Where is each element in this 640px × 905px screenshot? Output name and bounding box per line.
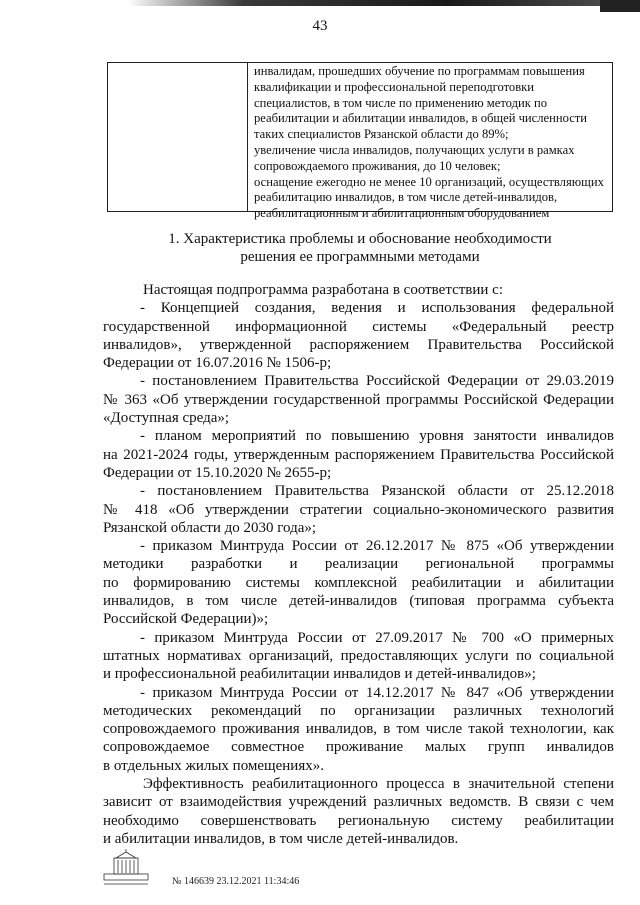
- section-heading-line: решения ее программными методами: [240, 249, 480, 265]
- paragraph-line: инвалидов», утвержденной распоряжением Правительства Российской: [103, 336, 614, 353]
- paragraph-line: Российской Федерации)»;: [103, 611, 269, 628]
- paragraph-line: «Доступная среда»;: [103, 410, 230, 427]
- paragraph-line: методики разработки и реализации региональной программы: [103, 556, 614, 573]
- table-line: реабилитационным и абилитационным оборудованием: [254, 206, 550, 221]
- paragraph-line: Настоящая подпрограмма разработана в соответствии с:: [143, 282, 503, 298]
- body-text: [103, 281, 614, 848]
- paragraph-line: Федерации от 15.10.2020 № 2655-р;: [103, 464, 332, 481]
- paragraph-line: по формированию системы комплексной реабилитации и абилитации: [103, 574, 614, 591]
- paragraph-line: сопровождаемое совместное проживание малых групп инвалидов: [103, 739, 614, 756]
- paragraph-line: - приказом Минтруда России от 26.12.2017 № 875 «Об утверждении: [140, 538, 614, 555]
- paragraph-line: на 2021-2024 годы, утвержденным распоряжением Правительства Российской: [103, 446, 614, 463]
- paragraph-line: Федерации от 16.07.2016 № 1506-р;: [103, 355, 332, 372]
- paragraph-line: и абилитации инвалидов, в том числе детей-инвалидов.: [103, 830, 459, 847]
- table-line: реабилитации и абилитации инвалидов, в общей численности: [254, 111, 588, 126]
- paragraph-line: инвалидов, в том числе детей-инвалидов (типовая программа субъекта: [103, 593, 614, 610]
- scan-edge: [0, 0, 640, 6]
- paragraph-line: государственной информационной системы «Федеральный реестр: [103, 318, 614, 335]
- paragraph-line: № 418 «Об утверждении стратегии социально-экономического развития: [103, 501, 614, 518]
- section-heading-line: 1. Характеристика проблемы и обоснование необходимости: [168, 231, 552, 247]
- paragraph-line: - приказом Минтруда России от 14.12.2017 № 847 «Об утверждении: [140, 684, 614, 701]
- table-empty-cell: [108, 63, 248, 211]
- table-line: инвалидам, прошедших обучение по программам повышения: [254, 64, 585, 78]
- table-line: квалификации и профессиональной переподготовки: [254, 79, 535, 94]
- table-line: сопровождаемого проживания, до 10 человек;: [254, 158, 501, 173]
- document-registration-footer: № 146639 23.12.2021 11:34:46: [172, 876, 300, 887]
- paragraph-line: сопровождаемого проживания инвалидов, в том числе такой технологии, как: [103, 721, 614, 738]
- paragraph-line: в отдельных жилых помещениях».: [103, 757, 324, 774]
- paragraph-line: методических рекомендаций по организации различных технологий: [103, 702, 614, 719]
- table-line: реабилитацию инвалидов, в том числе детей-инвалидов,: [254, 190, 558, 205]
- archive-stamp-icon: [102, 848, 150, 888]
- section-heading: [107, 230, 613, 266]
- table-line: увеличение числа инвалидов, получающих услуги в рамках: [254, 142, 575, 157]
- table-line: оснащение ежегодно не менее 10 организаций, осуществляющих: [254, 174, 604, 189]
- paragraph-line: Эффективность реабилитационного процесса в значительной степени: [143, 776, 614, 793]
- paragraph-line: необходимо совершенствовать региональную систему реабилитации: [103, 812, 614, 829]
- paragraph-line: Рязанской области до 2030 года»;: [103, 519, 317, 536]
- paragraph-line: № 363 «Об утверждении государственной программы Российской Федерации: [103, 391, 614, 408]
- paragraph-line: штатных нормативах организаций, предоставляющих услуги по социальной: [103, 647, 614, 664]
- page-number: 43: [312, 18, 328, 34]
- continuation-table: [107, 62, 613, 221]
- paragraph-line: и профессиональной реабилитации инвалидов и детей-инвалидов»;: [103, 666, 536, 683]
- paragraph-line: - постановлением Правительства Российской Федерации от 29.03.2019: [140, 373, 614, 390]
- paragraph-line: зависит от взаимодействия учреждений различных ведомств. В связи с чем: [103, 794, 614, 811]
- paragraph-line: - постановлением Правительства Рязанской области от 25.12.2018: [140, 483, 614, 500]
- scan-corner: [600, 0, 640, 12]
- table-line: специалистов, в том числе по применению методик по: [254, 95, 548, 110]
- table-line: таких специалистов Рязанской области до 89%;: [254, 127, 509, 142]
- table-text-cell: [248, 63, 612, 221]
- paragraph-line: - приказом Минтруда России от 27.09.2017 № 700 «О примерных: [140, 629, 614, 646]
- paragraph-line: - Концепцией создания, ведения и использования федеральной: [140, 300, 614, 317]
- paragraph-line: - планом мероприятий по повышению уровня занятости инвалидов: [140, 428, 614, 445]
